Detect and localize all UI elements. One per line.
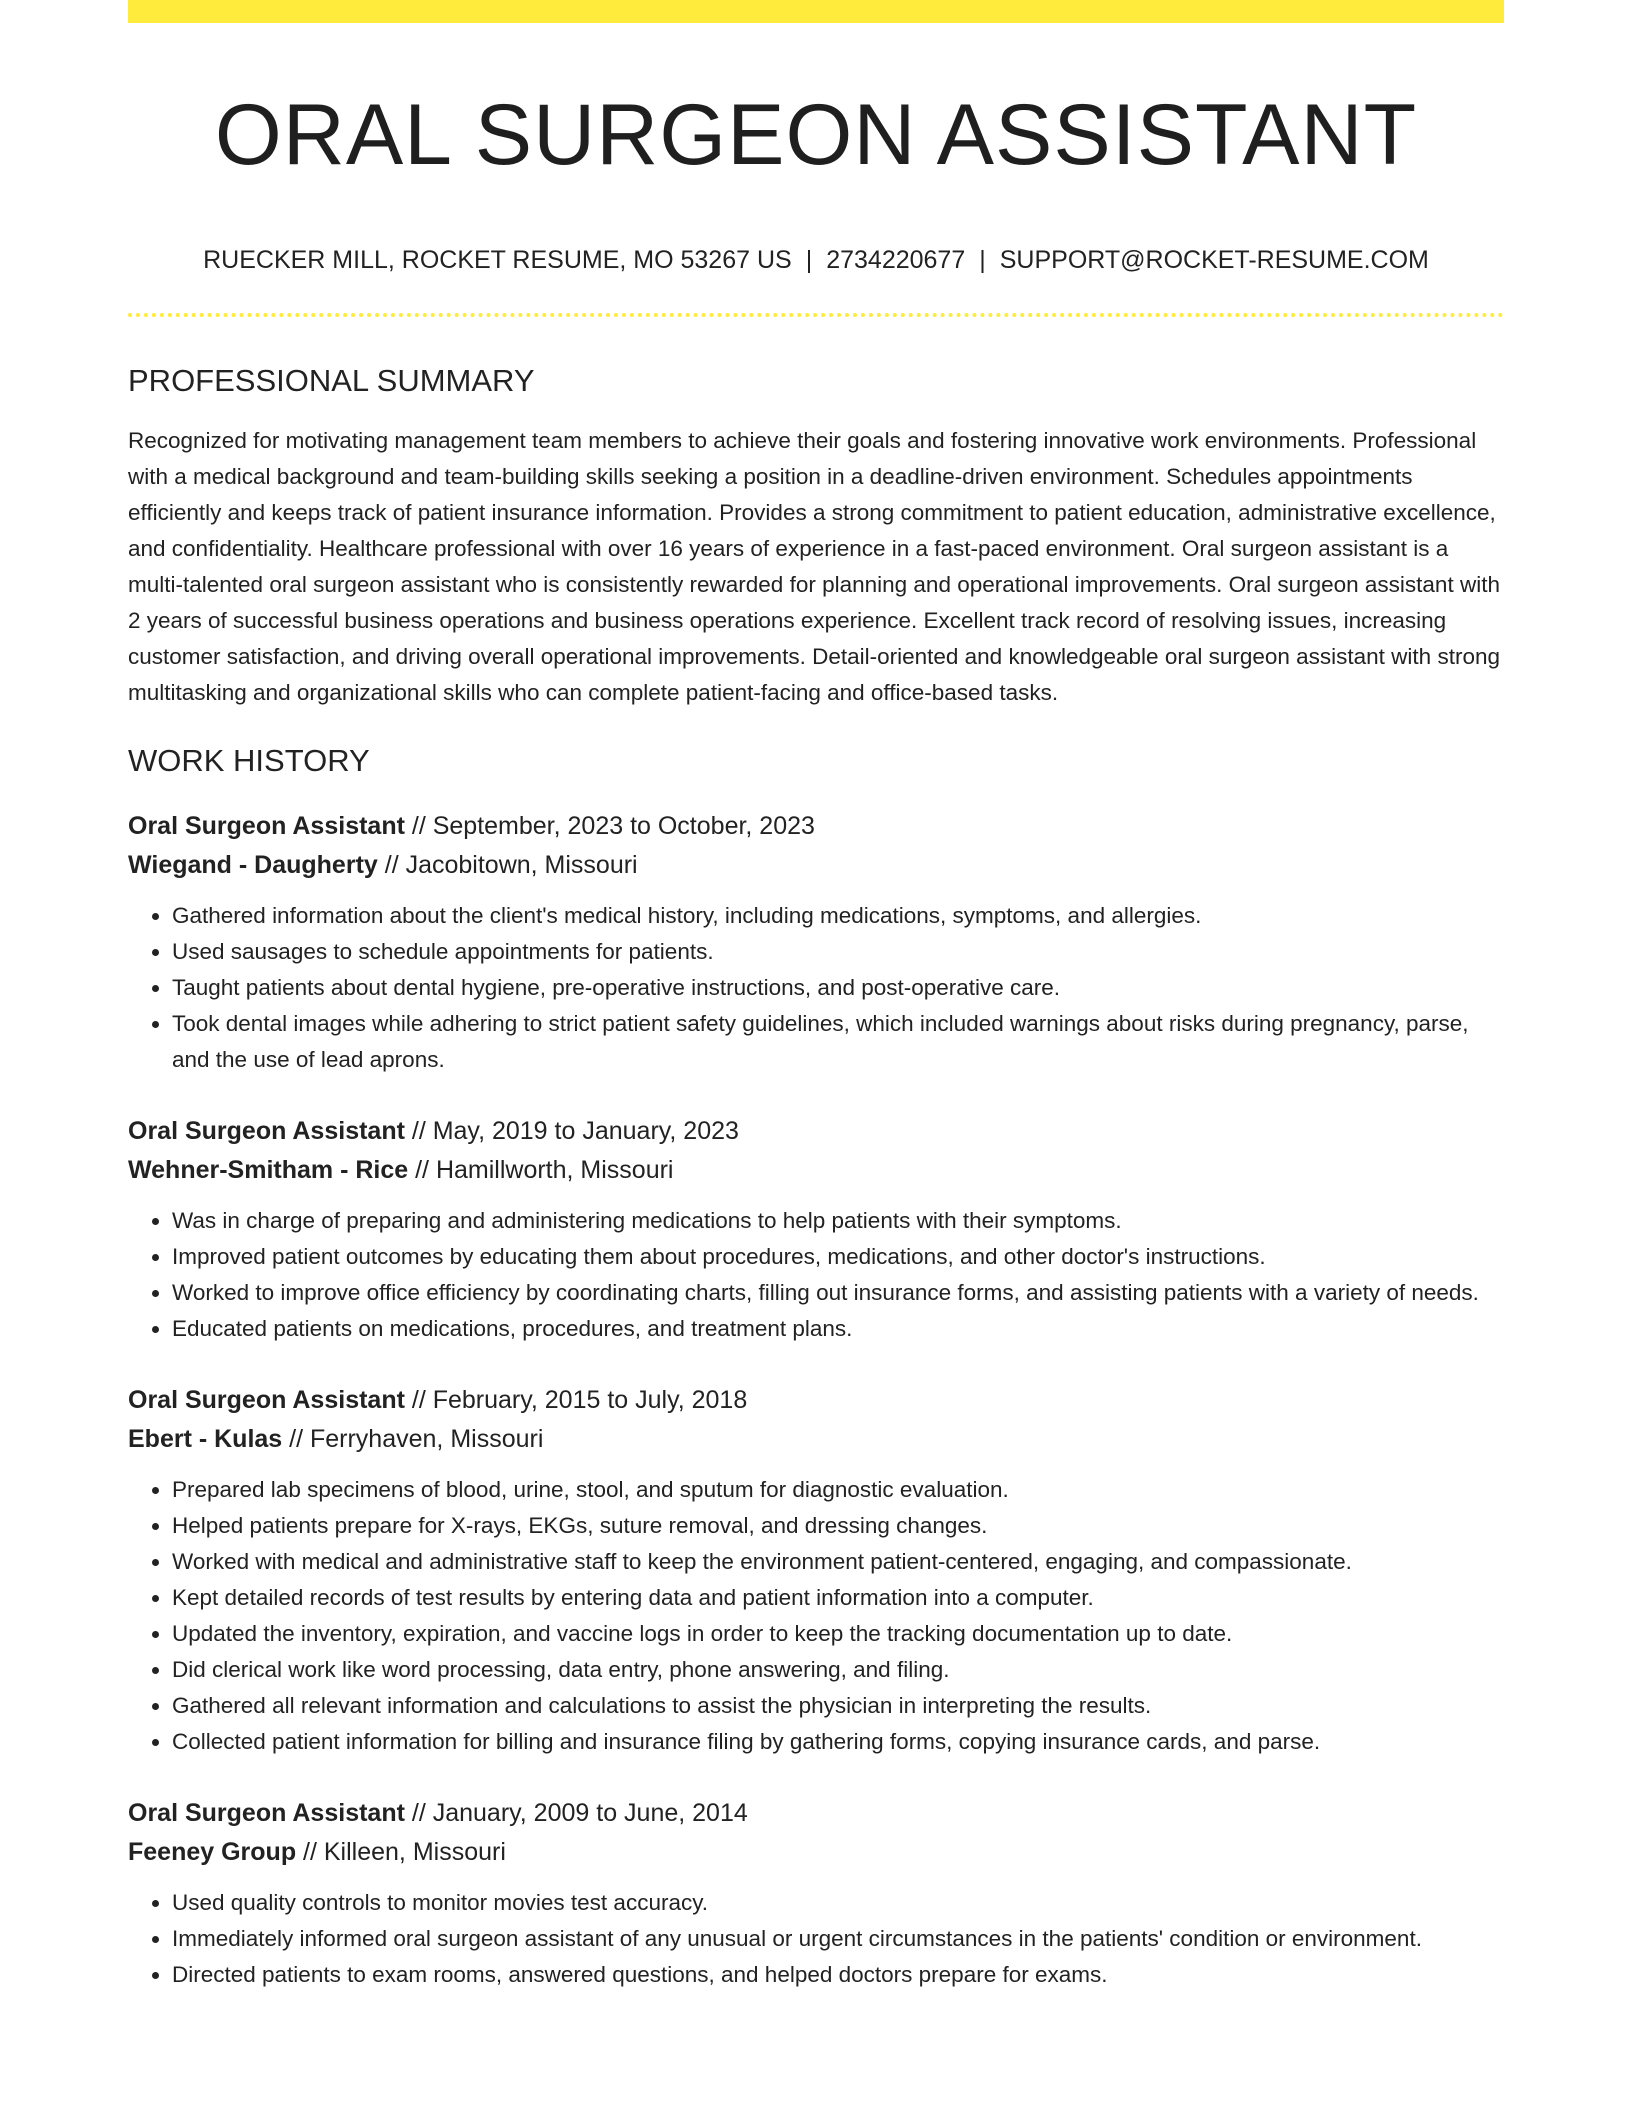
contact-separator: | [979,246,986,274]
work-history-list [128,807,1504,1993]
job-bullet: • Worked to improve office efficiency by coordinating charts, filling out insurance forms, and assisting patients with a variety of needs. [172,1275,1504,1311]
job-dates: // February, 2015 to July, 2018 [404,1386,748,1414]
job-title-line [128,807,1504,846]
job-entry [128,1381,1504,1760]
job-location: // Killeen, Missouri [296,1838,506,1866]
job-bullet: • Took dental images while adhering to strict patient safety guidelines, which included warnings about risks during pregnancy, parse, and the use of lead aprons. [172,1006,1504,1078]
job-bullet: • Prepared lab specimens of blood, urine, stool, and sputum for diagnostic evaluation. [172,1472,1504,1508]
job-company: Feeney Group [128,1838,297,1866]
job-bullet: • Immediately informed oral surgeon assistant of any unusual or urgent circumstances in the patients' condition or environment. [172,1921,1504,1957]
job-title-line [128,1381,1504,1420]
contact-phone: 2734220677 [826,246,966,274]
job-company: Ebert - Kulas [128,1425,283,1453]
job-bullet: • Helped patients prepare for X-rays, EKGs, suture removal, and dressing changes. [172,1508,1504,1544]
job-bullet: • Used quality controls to monitor movies test accuracy. [172,1885,1504,1921]
job-company-line [128,846,1504,885]
job-bullet: • Updated the inventory, expiration, and vaccine logs in order to keep the tracking documentation up to date. [172,1616,1504,1652]
job-bullet: • Worked with medical and administrative staff to keep the environment patient-centered, engaging, and compassionate. [172,1544,1504,1580]
job-location: // Ferryhaven, Missouri [282,1425,544,1453]
accent-top-bar [128,0,1504,23]
job-bullet: • Gathered information about the client's medical history, including medications, symptoms, and allergies. [172,898,1504,934]
job-bullet: • Used sausages to schedule appointments for patients. [172,934,1504,970]
job-bullets [128,1203,1504,1347]
contact-address: RUECKER MILL, ROCKET RESUME, MO 53267 US [203,246,792,274]
job-bullet: • Did clerical work like word processing, data entry, phone answering, and filing. [172,1652,1504,1688]
job-bullet: • Directed patients to exam rooms, answered questions, and helped doctors prepare for exams. [172,1957,1504,1993]
job-title: Oral Surgeon Assistant [128,812,405,840]
resume-title: ORAL SURGEON ASSISTANT [214,87,1418,183]
resume-page [128,0,1504,2112]
job-dates: // September, 2023 to October, 2023 [404,812,815,840]
job-dates: // January, 2009 to June, 2014 [404,1799,748,1827]
job-title: Oral Surgeon Assistant [128,1386,405,1414]
job-bullet: • Kept detailed records of test results by entering data and patient information into a computer. [172,1580,1504,1616]
job-bullet: • Improved patient outcomes by educating them about procedures, medications, and other doctor's instructions. [172,1239,1504,1275]
job-bullet: • Gathered all relevant information and calculations to assist the physician in interpreting the results. [172,1688,1504,1724]
job-company: Wehner-Smitham - Rice [128,1156,409,1184]
job-location: // Hamillworth, Missouri [408,1156,674,1184]
job-company-line [128,1833,1504,1872]
job-title: Oral Surgeon Assistant [128,1799,405,1827]
job-title-line [128,1112,1504,1151]
job-title-line [128,1794,1504,1833]
summary-heading: PROFESSIONAL SUMMARY [128,363,535,398]
job-dates: // May, 2019 to January, 2023 [404,1117,739,1145]
job-title: Oral Surgeon Assistant [128,1117,405,1145]
job-bullet: • Was in charge of preparing and administering medications to help patients with their symptoms. [172,1203,1504,1239]
job-entry [128,1112,1504,1347]
job-bullets [128,898,1504,1078]
job-bullet: • Collected patient information for billing and insurance filing by gathering forms, copying insurance cards, and parse. [172,1724,1504,1760]
job-bullets [128,1885,1504,1993]
job-entry [128,1794,1504,1993]
job-company-line [128,1151,1504,1190]
job-bullets [128,1472,1504,1760]
contact-separator: | [805,246,813,274]
job-entry [128,807,1504,1078]
work-history-heading: WORK HISTORY [128,743,370,778]
dotted-divider [128,313,1504,317]
job-bullet: • Taught patients about dental hygiene, pre-operative instructions, and post-operative care. [172,970,1504,1006]
job-company: Wiegand - Daugherty [128,851,378,879]
job-bullet: • Educated patients on medications, procedures, and treatment plans. [172,1311,1504,1347]
contact-email: SUPPORT@ROCKET-RESUME.COM [999,246,1429,274]
job-location: // Jacobitown, Missouri [377,851,638,879]
contact-line [128,243,1504,277]
summary-text: Recognized for motivating management team members to achieve their goals and fostering innovative work environments. Professional with a medical background and team-building skills seeking a position in a deadline-driven environment. Schedules appointments efficiently and keeps track of patient insurance information. Provides a strong commitment to patient education, administrative excellence, and confidentiality. Healthcare professional with over 16 years of experience in a fast-paced environment. Oral surgeon assistant is a multi-talented oral surgeon assistant who is consistently rewarded for planning and operational improvements. Oral surgeon assistant with 2 years of successful business operations and business operations experience. Excellent track record of resolving issues, increasing customer satisfaction, and driving overall operational improvements. Detail-oriented and knowledgeable oral surgeon assistant with strong multitasking and organizational skills who can complete patient-facing and office-based tasks. [128,428,1500,705]
job-company-line [128,1420,1504,1459]
